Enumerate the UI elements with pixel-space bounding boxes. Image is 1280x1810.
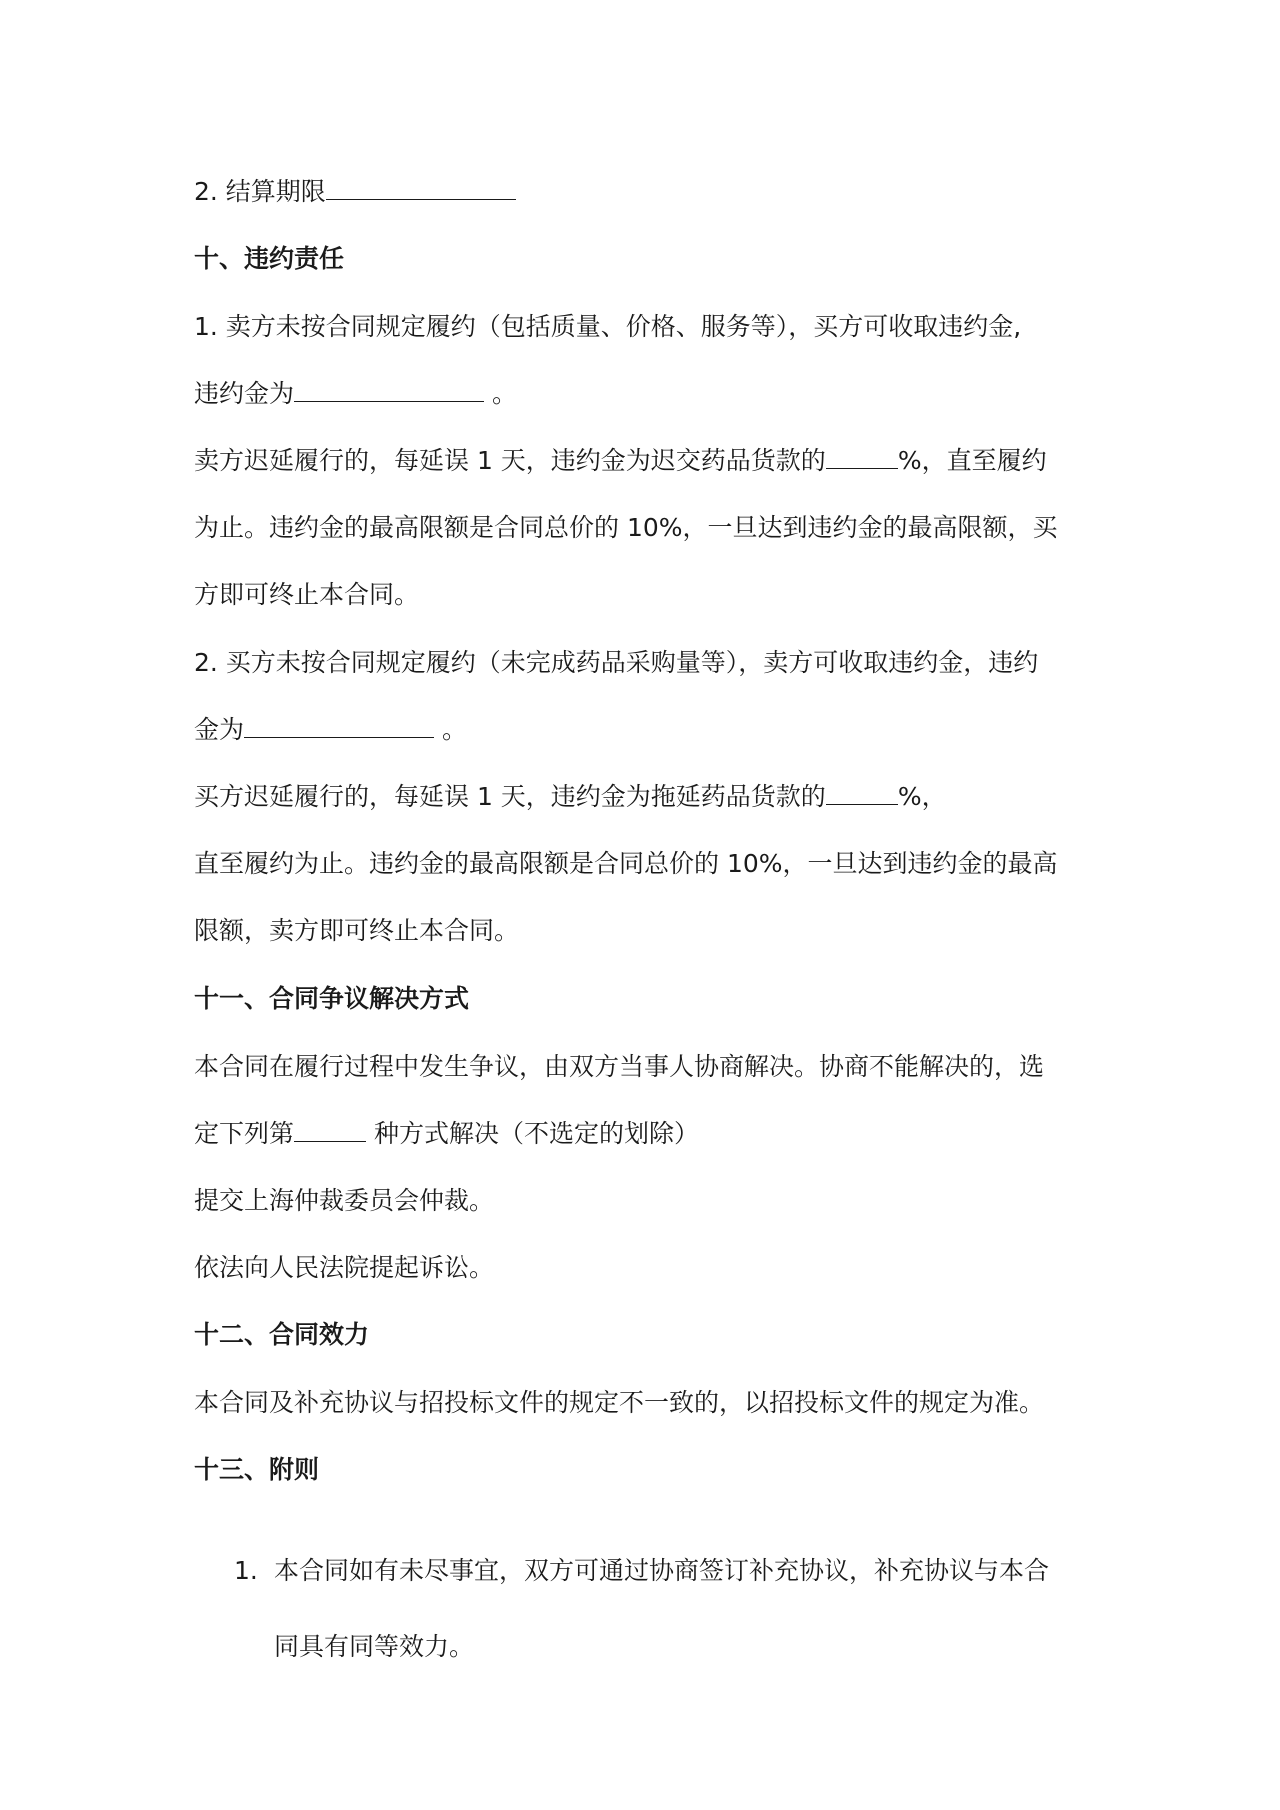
buyer-penalty-blank[interactable] (244, 715, 434, 738)
section-11-heading: 十一、合同争议解决方式 (194, 984, 470, 1013)
section-12-heading: 十二、合同效力 (194, 1320, 370, 1349)
seller-delay-percent-blank[interactable] (826, 446, 898, 469)
section-10-item2-line1: 2. 买方未按合同规定履约（未完成药品采购量等），卖方可收取违约金，违约 (194, 648, 1039, 677)
penalty-amount-label: 违约金为 (194, 379, 295, 408)
dispute-choice-label: 定下列第 (194, 1119, 295, 1148)
section-10-item1-line4: 为止。违约金的最高限额是合同总价的 10%，一旦达到违约金的最高限额，买 (194, 513, 1058, 542)
buyer-penalty-label: 金为 (194, 715, 245, 744)
section-10-item2-line4: 直至履约为止。违约金的最高限额是合同总价的 10%，一旦达到违约金的最高 (194, 849, 1058, 878)
section-13-item1-line2: 同具有同等效力。 (274, 1632, 475, 1661)
section-10-item1-line3 (194, 444, 1047, 478)
penalty-amount-suffix: 。 (484, 379, 517, 408)
section-10-item1-line5: 方即可终止本合同。 (194, 580, 420, 609)
section-10-item1-line1: 1. 卖方未按合同规定履约（包括质量、价格、服务等），买方可收取违约金, (194, 312, 1022, 341)
buyer-delay-text: 买方迟延履行的，每延误 1 天，违约金为拖延药品货款的 (194, 782, 826, 811)
section-10-item2-line5: 限额，卖方即可终止本合同。 (194, 916, 520, 945)
seller-penalty-blank[interactable] (294, 379, 484, 402)
dispute-choice-suffix: 种方式解决（不选定的划除） (366, 1119, 699, 1148)
section-11-line2 (194, 1117, 699, 1151)
settlement-term-label: 2. 结算期限 (194, 177, 326, 206)
section-10-item1-line2 (194, 377, 517, 411)
seller-delay-text: 卖方迟延履行的，每延误 1 天，违约金为迟交药品货款的 (194, 446, 826, 475)
dispute-option-litigation: 依法向人民法院提起诉讼。 (194, 1253, 495, 1282)
settlement-term-line (194, 175, 516, 209)
buyer-penalty-suffix: 。 (434, 715, 467, 744)
buyer-delay-percent-blank[interactable] (826, 782, 898, 805)
settlement-term-blank[interactable] (326, 177, 516, 200)
dispute-option-arbitration: 提交上海仲裁委员会仲裁。 (194, 1186, 495, 1215)
section-11-line1: 本合同在履行过程中发生争议，由双方当事人协商解决。协商不能解决的，选 (194, 1052, 1045, 1081)
section-10-heading: 十、违约责任 (194, 244, 345, 273)
dispute-choice-blank[interactable] (294, 1119, 366, 1142)
section-12-line1: 本合同及补充协议与招投标文件的规定不一致的，以招投标文件的规定为准。 (194, 1388, 1045, 1417)
seller-delay-suffix: %，直至履约 (897, 446, 1047, 475)
buyer-delay-suffix: %， (897, 782, 947, 811)
section-10-item2-line2 (194, 713, 467, 747)
section-13-heading: 十三、附则 (194, 1455, 320, 1484)
section-13-item1-line1: 本合同如有未尽事宜，双方可通过协商签订补充协议，补充协议与本合 (274, 1556, 1050, 1585)
section-10-item2-line3 (194, 780, 947, 814)
section-13-item1-number: 1. (234, 1556, 258, 1585)
